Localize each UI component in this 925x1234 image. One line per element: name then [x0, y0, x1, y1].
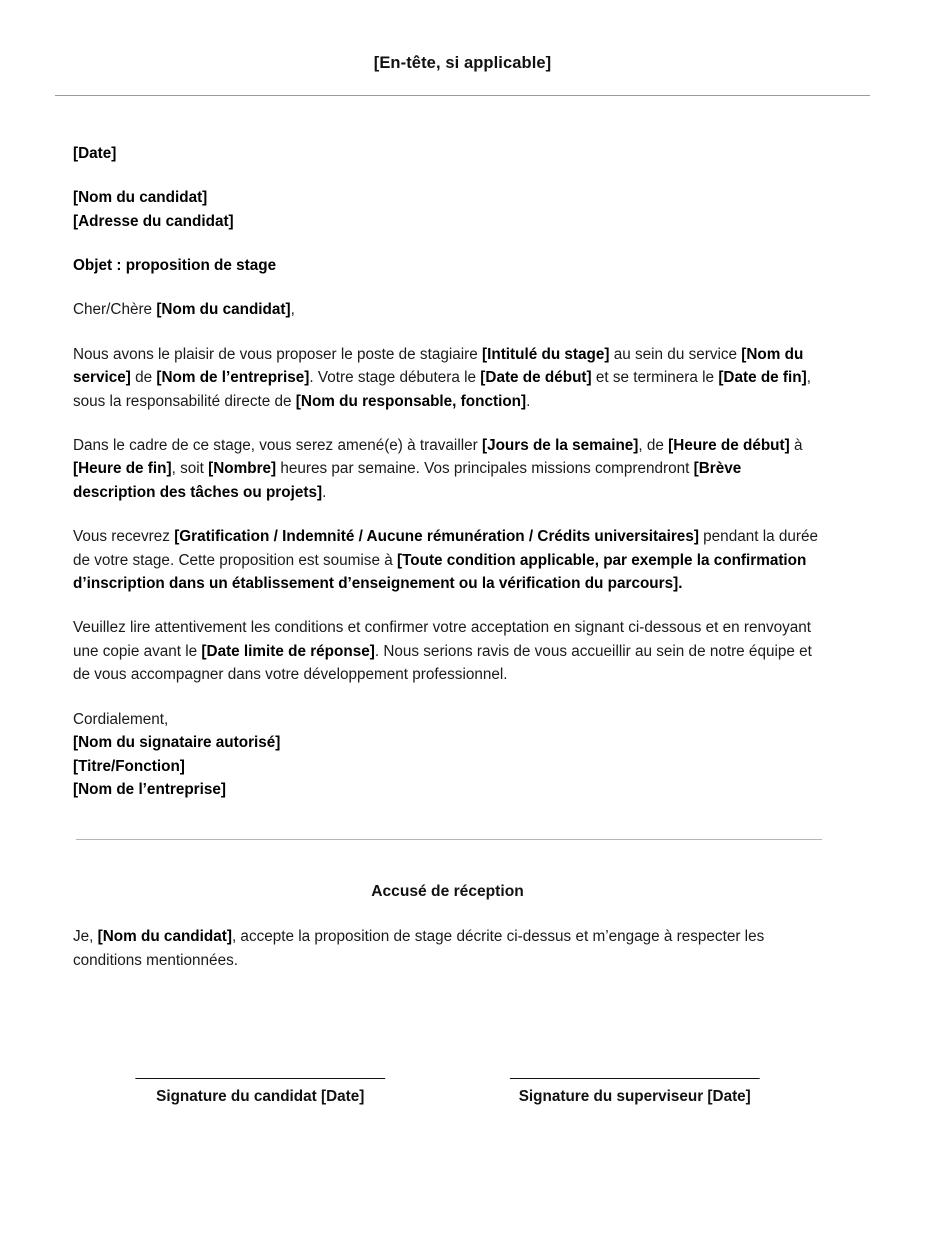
p2-text-6: . [322, 483, 327, 501]
recipient-name: [Nom du candidat] [73, 189, 208, 207]
p2-placeholder-hours: [Nombre] [208, 460, 277, 478]
signature-row [73, 1065, 822, 1106]
paragraph-schedule [73, 434, 822, 504]
ack-placeholder-candidate-name: [Nom du candidat] [97, 928, 232, 946]
p4-text-1: Veuillez lire attentivement les conditions et confirmer votre acceptation en signant ci-dessous et en renvoyant une copie avant le [73, 619, 812, 660]
p2-text-5: heures par semaine. Vos principales missions comprendront [276, 460, 694, 478]
p3-placeholder-compensation: [Gratification / Indemnité / Aucune rémunération / Crédits universitaires] [174, 528, 699, 546]
paragraph-acceptance [73, 616, 822, 686]
document-body [73, 96, 822, 1106]
signature-block-candidate [73, 1065, 448, 1106]
p1-placeholder-company: [Nom de l’entreprise] [156, 369, 310, 387]
p1-text-5: et se terminera le [591, 369, 719, 387]
header-title: [En-tête, si applicable] [373, 54, 552, 72]
salutation-line [73, 298, 822, 321]
p2-text-1: Dans le cadre de ce stage, vous serez amené(e) à travailler [73, 437, 482, 455]
subject-text: Objet : proposition de stage [73, 257, 277, 275]
document-header [0, 0, 925, 74]
p1-placeholder-supervisor: [Nom du responsable, fonction] [295, 392, 527, 410]
p1-text-7: . [526, 392, 531, 410]
signature-line-candidate[interactable]: ______________________________ [135, 1065, 385, 1080]
p1-placeholder-department: [Nom du service] [73, 345, 804, 387]
p3-text-1: Vous recevrez [73, 528, 175, 546]
salutation-name: [Nom du candidat] [156, 301, 291, 319]
p2-placeholder-start-time: [Heure de début] [668, 437, 790, 455]
p2-text-2: , de [638, 437, 669, 455]
p2-placeholder-end-time: [Heure de fin] [73, 460, 172, 478]
p3-placeholder-conditions: [Toute condition applicable, par exemple la confirmation d’inscription dans un établissement d’enseignement ou la vérification du parcours]. [73, 551, 807, 593]
recipient-address: [Adresse du candidat] [73, 212, 234, 230]
signature-block-supervisor [448, 1065, 823, 1106]
closing-block [73, 708, 822, 802]
salutation-prefix: Cher/Chère [73, 301, 157, 319]
acknowledgment-text [73, 925, 822, 972]
p4-placeholder-reply-deadline: [Date limite de réponse] [201, 642, 375, 660]
closing-signatory-name: [Nom du signataire autorisé] [73, 734, 281, 752]
date-line [73, 142, 822, 165]
p4-text-2: . Nous serions ravis de vous accueillir au sein de notre équipe et de vous accompagner dans votre développement professionnel. [73, 642, 812, 684]
p1-placeholder-internship-title: [Intitulé du stage] [482, 345, 610, 363]
recipient-block [73, 186, 822, 233]
p1-text-1: Nous avons le plaisir de vous proposer le poste de stagiaire [73, 345, 482, 363]
paragraph-offer [73, 343, 822, 413]
closing-company: [Nom de l’entreprise] [73, 780, 226, 798]
ack-text-2: , accepte la proposition de stage décrite ci-dessus et m’engage à respecter les conditions mentionnées. [73, 928, 765, 969]
paragraph-compensation [73, 525, 822, 595]
closing-salutation: Cordialement, [73, 710, 169, 728]
p2-placeholder-tasks: [Brève description des tâches ou projets] [73, 460, 742, 501]
ack-text-1: Je, [73, 928, 98, 946]
p1-text-3: de [130, 369, 157, 387]
p2-text-3: à [789, 437, 803, 455]
subject-line [73, 254, 822, 277]
acknowledgment-title: Accusé de réception [371, 883, 524, 901]
signature-label-supervisor: Signature du superviseur [Date] [518, 1088, 751, 1106]
signature-line-supervisor[interactable]: ______________________________ [510, 1065, 760, 1080]
p1-text-4: . Votre stage débutera le [309, 369, 481, 387]
date-placeholder: [Date] [73, 144, 117, 162]
signature-label-candidate: Signature du candidat [Date] [156, 1088, 365, 1106]
p1-placeholder-start-date: [Date de début] [480, 369, 592, 387]
p2-placeholder-weekdays: [Jours de la semaine] [481, 437, 639, 455]
p1-text-6: , sous la responsabilité directe de [73, 369, 811, 410]
p1-placeholder-end-date: [Date de fin] [718, 369, 807, 387]
closing-signatory-title: [Titre/Fonction] [73, 757, 185, 775]
p2-text-4: , soit [171, 460, 209, 478]
acknowledgment-divider [76, 839, 822, 840]
salutation-suffix: , [290, 301, 295, 319]
p1-text-2: au sein du service [609, 345, 742, 363]
p3-text-2: pendant la durée de votre stage. Cette proposition est soumise à [73, 528, 818, 569]
